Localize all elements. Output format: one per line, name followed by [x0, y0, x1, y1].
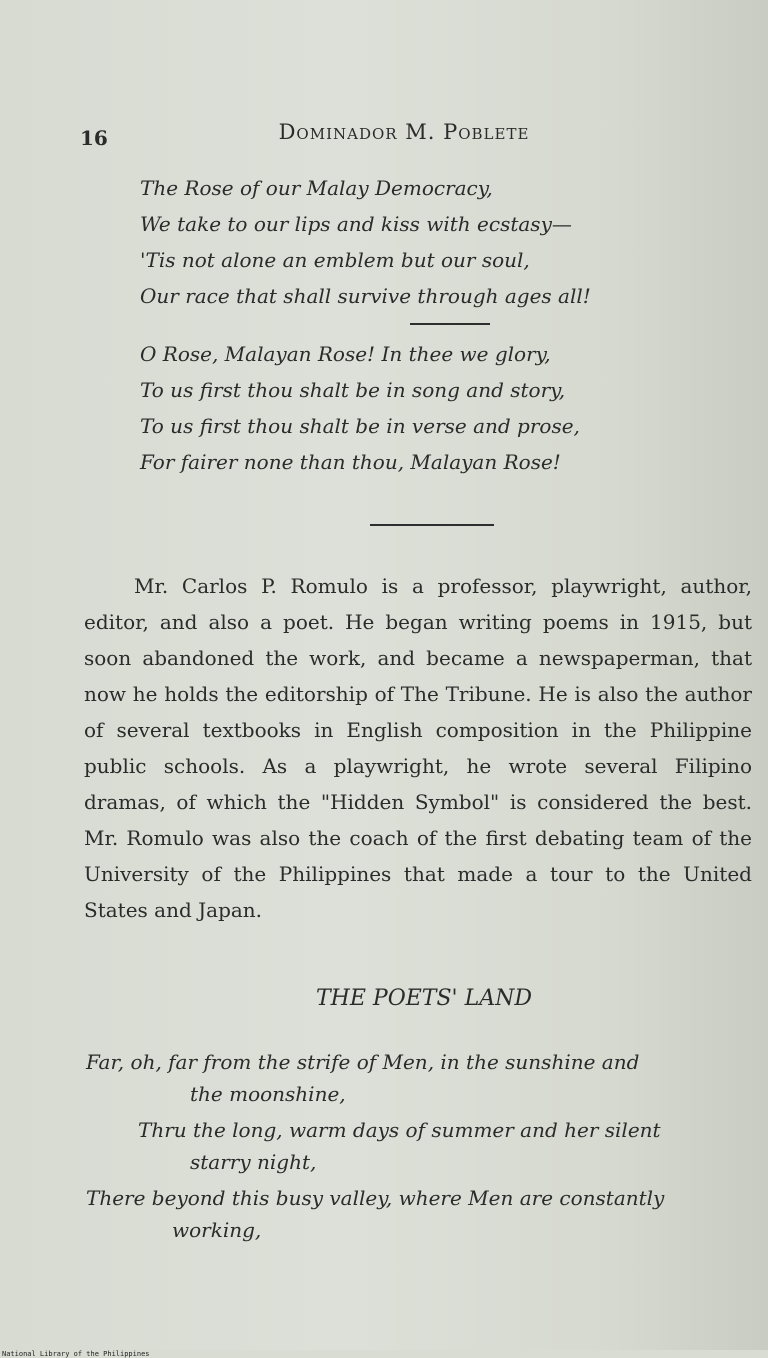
poem-stanza-2 [140, 336, 580, 480]
verse-line: To us first thou shalt be in verse and prose, [140, 414, 580, 438]
verse-line: There beyond this busy valley, where Men are constantly [86, 1186, 665, 1210]
verse-line: For fairer none than thou, Malayan Rose! [140, 450, 561, 474]
verse-line: Far, oh, far from the strife of Men, in the sunshine and [86, 1050, 640, 1074]
verse-line: The Rose of our Malay Democracy, [140, 176, 493, 200]
verse-line: Thru the long, warm days of summer and her silent [138, 1118, 661, 1142]
verse-line: 'Tis not alone an emblem but our soul, [140, 248, 530, 272]
library-footer: National Library of the Philippines [2, 1350, 150, 1358]
verse-line: We take to our lips and kiss with ecstasy— [140, 212, 572, 236]
verse-line: O Rose, Malayan Rose! In thee we glory, [140, 342, 551, 366]
biography-paragraph: Mr. Carlos P. Romulo is a professor, playwright, author, editor, and also a poet. He began writing poems in 1915, but soon abandoned the work, and became a newspaperman, that now he holds the editorship of The Tribune. He is also the author of several textbooks in English composition in the Philippine public schools. As a playwright, he wrote several Filipino dramas, of which the "Hidden Symbol" is considered the best. Mr. Romulo was also the coach of the first debating team of the University of the Philippines that made a tour to the United States and Japan. [84, 574, 752, 922]
running-head: Dominador M. Poblete [278, 120, 530, 144]
page-number: 16 [80, 126, 108, 150]
poem-body [86, 1046, 756, 1246]
verse-line-continued: working, [172, 1218, 262, 1242]
poem-title: THE POETS' LAND [316, 986, 532, 1011]
stanza-divider [410, 323, 490, 325]
section-divider [370, 524, 494, 526]
verse-line-continued: the moonshine, [190, 1082, 346, 1106]
verse-line: To us first thou shalt be in song and story, [140, 378, 566, 402]
verse-line: Our race that shall survive through ages all! [140, 284, 591, 308]
poem-stanza-1 [140, 170, 591, 314]
verse-line-continued: starry night, [190, 1150, 317, 1174]
